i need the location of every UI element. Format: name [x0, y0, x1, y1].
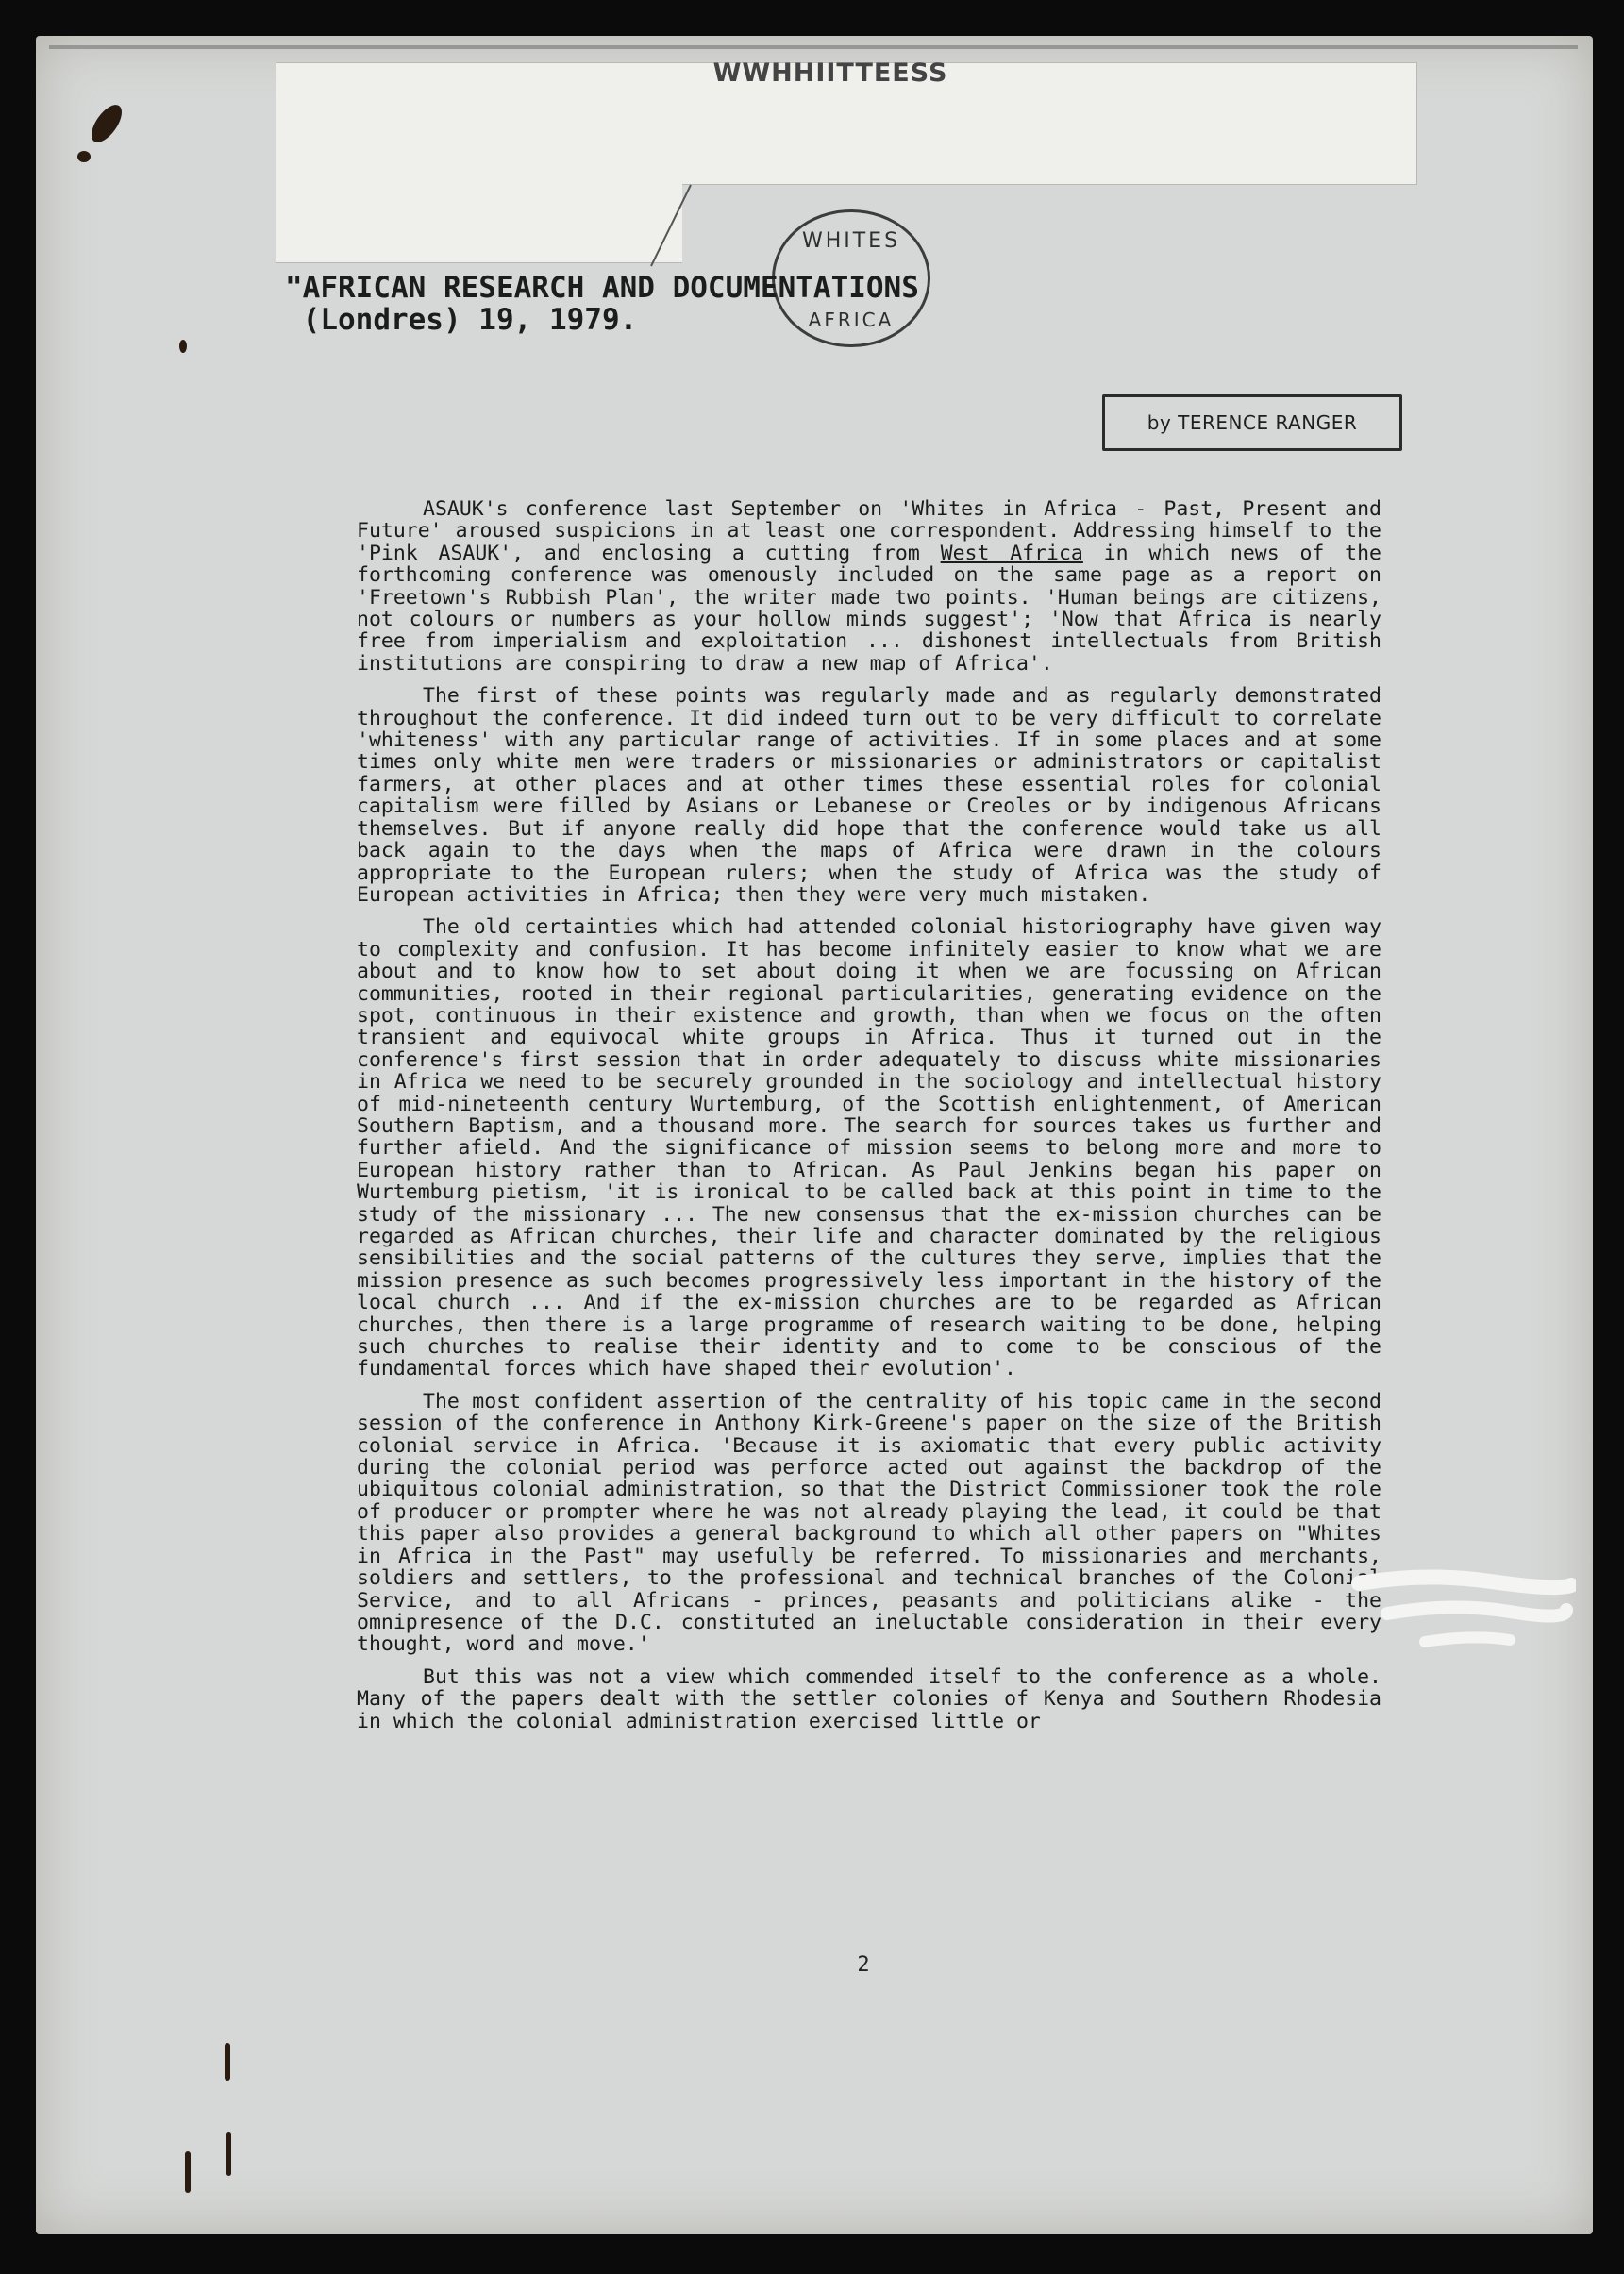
stamp-top-text: WHITES [801, 229, 901, 253]
heading-line-2: (Londres) 19, 1979. [285, 303, 638, 337]
author-byline-box [1102, 394, 1402, 451]
label-fold-line [642, 179, 698, 274]
heading-line-1: "AFRICAN RESEARCH AND DOCUMENTATIONS [285, 271, 919, 305]
paragraph-1 [357, 498, 1381, 675]
ink-speck [179, 340, 187, 353]
ink-stain-small [77, 151, 91, 162]
page-top-rule [49, 45, 1578, 49]
author-byline: by TERENCE RANGER [1147, 411, 1358, 434]
pasted-label-tab [276, 179, 682, 263]
edge-tear-mark-2 [185, 2151, 191, 2193]
paragraph-1-text-b: in which news of the forthcoming conference was omenously included on the same page as a report on 'Freetown's Rubbish Plan', the writer made two points. 'Human beings are citizens, not colours or numbers as your hollow minds suggest'; 'Now that Africa is nearly free from imperialism and exploitation ... dishonest intellectuals from British institutions are conspiring to draw a new map of Africa'. [357, 541, 1381, 676]
paragraph-5: But this was not a view which commended itself to the conference as a whole. Many of the papers dealt with the settler colonies of Kenya and Southern Rhodesia in which the colonial administration exercised little or [357, 1664, 1381, 1733]
paragraph-4: The most confident assertion of the centrality of his topic came in the second session of the conference in Anthony Kirk-Greene's paper on the size of the British colonial service in Africa. 'Because it is axiomatic that every public activity during the colonial period was perforce acted out against the backdrop of the ubiquitous colonial administration, so that the District Commissioner took the role of producer or prompter where he was not already playing the lead, it could be that this paper also provides a general background to which all other papers on "Whites in Africa in the Past" may usefully be referred. To missionaries and merchants, soldiers and settlers, to the professional and technical branches of the Colonial Service, and to all Africans - princes, peasants and politicians alike - the omnipresence of the D.C. constituted an ineluctable consideration in their every thought, word and move.' [357, 1389, 1381, 1657]
paragraph-1-text-a: ASAUK's conference last September on 'Whites in Africa - Past, Present and Future' aroused suspicions in at least one correspondent. Addressing himself to the 'Pink ASAUK', and enclosing a cutting from [357, 497, 1381, 565]
stamp-bottom-text: AFRICA [808, 309, 895, 331]
article-body [357, 498, 1381, 1743]
paragraph-2: The first of these points was regularly made and as regularly demonstrated throughout the conference. It did indeed turn out to be very difficult to correlate 'whiteness' with any particular range of activities. If in some places and at some times only white men were traders or missionaries or administrators or capitalist farmers, at other places and at other times these essential roles for colonial capitalism were filled by Asians or Lebanese or Creoles or by indigenous Africans themselves. But if anyone really did hope that the conference would take us all back again to the days when the maps of Africa were drawn in the colours appropriate to the European rulers; when the study of Africa was the study of European activities in Africa; then they were very much mistaken. [357, 684, 1381, 907]
west-africa-reference: West Africa [940, 541, 1083, 565]
slip-stamp-text: WWHHIITTEESS [712, 59, 948, 88]
edge-tear-mark-3 [226, 2132, 231, 2176]
edge-tear-mark [225, 2043, 230, 2081]
page-number: 2 [857, 1953, 870, 1977]
paragraph-3: The old certainties which had attended colonial historiography have given way to complexity and confusion. It has become infinitely easier to know what we are about and to know how to set about doing it when we are focussing on African communities, rooted in their regional particularities, generating evidence on the spot, continuous in their existence and growth, than when we focus on the often transient and equivocal white groups in Africa. Thus it turned out in the conference's first session that in order adequately to discuss white missionaries in Africa we need to be securely grounded in the sociology and intellectual history of mid-nineteenth century Wurtemburg, of the Scottish enlightenment, of American Southern Baptism, and a thousand more. The search for sources takes us further and further afield. And the significance of mission seems to belong more and more to European history rather than to African. As Paul Jenkins began his paper on Wurtemburg pietism, 'it is ironical to be called back at this point in time to the study of the missionary ... The new consensus that the ex-mission churches can be regarded as African churches, their life and character dominated by the religious sensibilities and the social patterns of the cultures they serve, implies that the mission presence as such becomes progressively less important in the history of the local church ... And if the ex-mission churches are to be regarded as African churches, then there is a large programme of research waiting to be done, helping such churches to realise their identity and to come to be conscious of the fundamental forces which have shaped their evolution'. [357, 915, 1381, 1381]
correction-fluid-mark [1349, 1564, 1576, 1659]
document-heading [285, 272, 1002, 336]
